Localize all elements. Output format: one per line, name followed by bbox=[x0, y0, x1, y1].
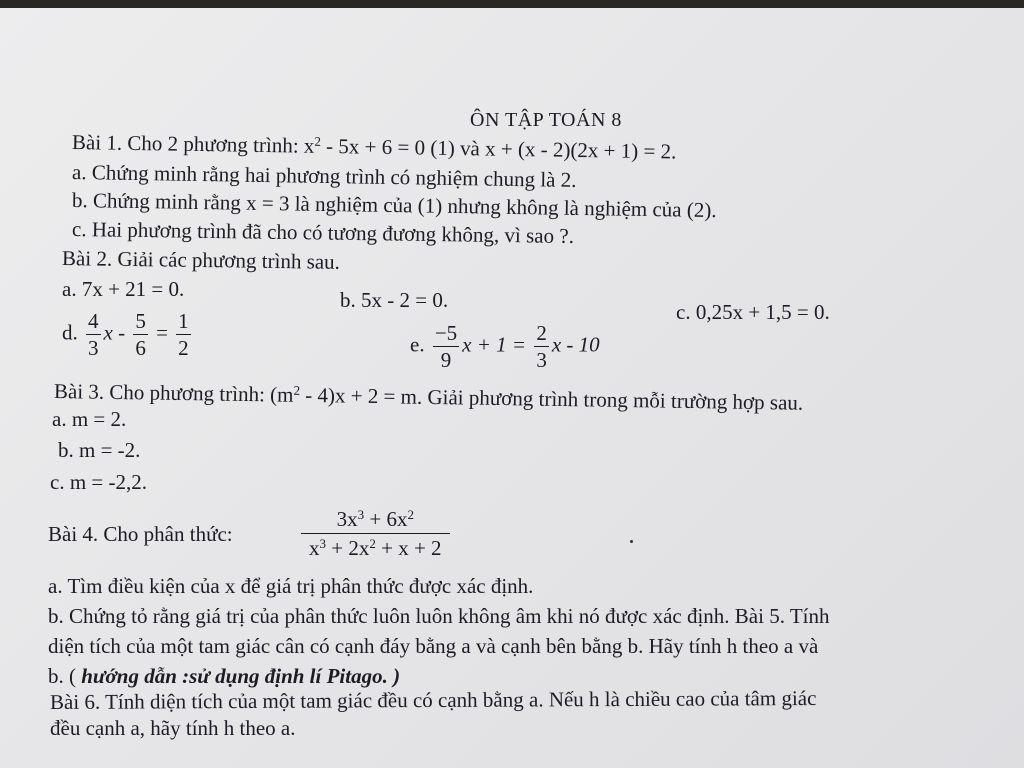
fraction-denominator: $x^3 + 2x^2 + x + 2$ bbox=[309, 535, 442, 561]
fraction: $\frac{2}{3}$ bbox=[536, 321, 547, 373]
bai3-part-b: b. m = -2. bbox=[58, 438, 141, 462]
bai3-statement: Bài 3. Cho phương trình: $(m^2 - 4)x + 2 = m$. Giải phương trình trong mỗi trường hợp sau. bbox=[53, 379, 804, 415]
bai2-heading: Bài 2. Giải các phương trình sau. bbox=[61, 246, 341, 274]
bai3-part-a: a. m = 2. bbox=[52, 407, 127, 431]
ink-dot bbox=[630, 540, 633, 543]
bai4-part-b-line3: b. ( hướng dẫn :sử dụng định lí Pitago. ) bbox=[48, 664, 401, 688]
fraction-numerator: $3x^3 + 6x^2$ bbox=[301, 508, 450, 534]
bai1-part-a: a. Chứng minh rằng hai phương trình có nghiệm chung là 2. bbox=[71, 160, 577, 192]
bai3-part-c: c. m = -2,2. bbox=[50, 470, 147, 494]
bai2-part-c: c. 0,25x + 1,5 = 0. bbox=[676, 300, 830, 324]
bai1-statement: Bài 1. Cho 2 phương trình: $x^2 - 5x + 6 = 0$ (1) và x + (x - 2)(2x + 1) = 2. bbox=[71, 130, 677, 164]
bai6-line1: Bài 6. Tính diện tích của một tam giác đều có cạnh bằng a. Nếu h là chiều cao của tâm giác bbox=[49, 685, 817, 714]
bai1-part-b: b. Chứng minh rằng x = 3 là nghiệm của (1) nhưng không là nghiệm của (2). bbox=[71, 188, 717, 223]
fraction: $\frac{5}{6}$ bbox=[135, 309, 146, 361]
page-title: ÔN TẬP TOÁN 8 bbox=[470, 109, 622, 131]
bai4-part-b-line1: b. Chứng tỏ rằng giá trị của phân thức luôn luôn không âm khi nó được xác định. Bài 5. Tính bbox=[48, 604, 830, 628]
hint-text: hướng dẫn :sử dụng định lí Pitago. ) bbox=[76, 664, 401, 688]
bai2-part-b: b. 5x - 2 = 0. bbox=[340, 288, 449, 312]
bai2-part-e: e. $\frac{-5}{9}$ x + 1 = $\frac{2}{3}$ x - 10 bbox=[410, 321, 600, 373]
bai4-part-b-line2: diện tích của một tam giác cân có cạnh đáy bằng a và cạnh bên bằng b. Hãy tính h theo a và bbox=[48, 634, 819, 658]
bai6-line2: đều cạnh a, hãy tính h theo a. bbox=[50, 716, 296, 740]
fraction: $\frac{-5}{9}$ bbox=[434, 321, 458, 373]
fraction: $\frac{4}{3}$ bbox=[88, 309, 99, 361]
bai2-part-d: d. $\frac{4}{3}$ x - $\frac{5}{6}$ = $\frac{1}{2}$ bbox=[62, 309, 189, 361]
bai4-statement: Bài 4. Cho phân thức: bbox=[48, 522, 233, 546]
bai4-fraction bbox=[298, 508, 453, 559]
fraction: $\frac{1}{2}$ bbox=[178, 309, 189, 361]
bai2-part-a: a. 7x + 21 = 0. bbox=[62, 277, 185, 301]
bai4-part-a: a. Tìm điều kiện của x để giá trị phân thức được xác định. bbox=[48, 574, 534, 598]
bai1-part-c: c. Hai phương trình đã cho có tương đương không, vì sao ?. bbox=[71, 217, 575, 249]
worksheet-paper bbox=[0, 8, 1024, 768]
